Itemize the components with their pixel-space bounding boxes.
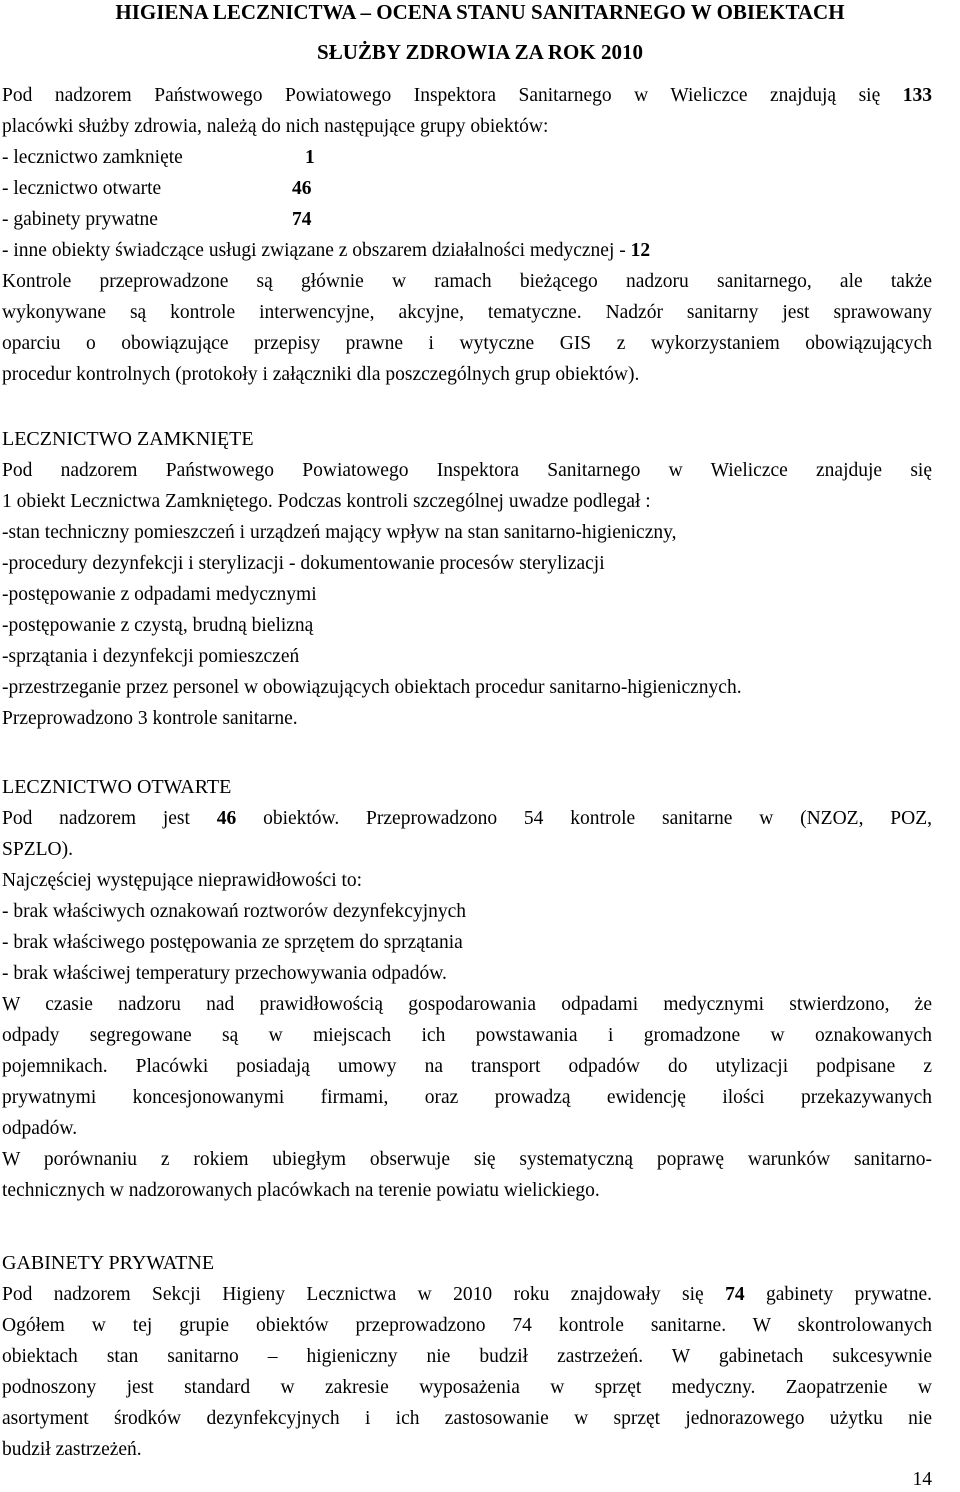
intro-line: wykonywane są kontrole interwencyjne, akcyjne, tematyczne. Nadzór sanitarny jest sprawowany [2, 302, 932, 323]
group-item [2, 235, 932, 266]
total-count: 133 [902, 85, 932, 106]
group-item [2, 142, 932, 173]
paragraph-line: obiektach stan sanitarno – higieniczny nie budził zastrzeżeń. W gabinetach sukcesywnie [2, 1346, 932, 1367]
paragraph-line: odpadów. [2, 1118, 78, 1139]
private-count: 74 [725, 1284, 745, 1305]
paragraph-line: 1 obiekt Lecznictwa Zamkniętego. Podczas kontroli szczególnej uwadze podlegał : [2, 491, 651, 512]
intro-line: placówki służby zdrowia, należą do nich następujące grupy obiektów: [2, 116, 549, 137]
group-value: 12 [630, 240, 651, 261]
group-item [2, 204, 932, 235]
paragraph-line: W porównaniu z rokiem ubiegłym obserwuje się systematyczną poprawę warunków sanitarno- [2, 1149, 932, 1170]
group-label: - gabinety prywatne [2, 209, 158, 230]
intro-line: procedur kontrolnych (protokoły i załączniki dla poszczególnych grup obiektów). [2, 364, 640, 385]
paragraph-line: Najczęściej występujące nieprawidłowości to: [2, 870, 363, 891]
paragraph-line: W czasie nadzoru nad prawidłowością gospodarowania odpadami medycznymi stwierdzono, że [2, 994, 932, 1015]
paragraph-line: -procedury dezynfekcji i sterylizacji - dokumentowanie procesów sterylizacji [2, 553, 605, 574]
paragraph-line: -stan techniczny pomieszczeń i urządzeń mający wpływ na stan sanitarno-higieniczny, [2, 522, 677, 543]
private-offices-section [2, 1248, 932, 1465]
paragraph-line: -przestrzeganie przez personel w obowiązujących obiektach procedur sanitarno-higienicznych. [2, 677, 742, 698]
document-title-line1: HIGIENA LECZNICTWA – OCENA STANU SANITARNEGO W OBIEKTACH [115, 0, 845, 24]
paragraph-line: - brak właściwego postępowania ze sprzętem do sprzątania [2, 932, 463, 953]
paragraph-line: - brak właściwej temperatury przechowywania odpadów. [2, 963, 447, 984]
section-heading: LECZNICTWO OTWARTE [2, 776, 232, 798]
intro-section [2, 80, 932, 390]
intro-line [2, 80, 932, 111]
paragraph-line: Ogółem w tej grupie obiektów przeprowadzono 74 kontrole sanitarne. W skontrolowanych [2, 1315, 932, 1336]
document-title-line2: SŁUŻBY ZDROWIA ZA ROK 2010 [317, 40, 643, 64]
paragraph-line: asortyment środków dezynfekcyjnych i ich zastosowanie w sprzęt jednorazowego użytku nie [2, 1408, 932, 1429]
paragraph-line: -postępowanie z odpadami medycznymi [2, 584, 317, 605]
section-heading: GABINETY PRYWATNE [2, 1252, 215, 1274]
paragraph-line: pojemnikach. Placówki posiadają umowy na transport odpadów do utylizacji podpisane z [2, 1056, 932, 1077]
paragraph-line: Pod nadzorem jest 46 obiektów. Przeprowadzono 54 kontrole sanitarne w (NZOZ, POZ, [2, 808, 932, 829]
paragraph-line: Przeprowadzono 3 kontrole sanitarne. [2, 708, 298, 729]
intro-line: oparciu o obowiązujące przepisy prawne i wytyczne GIS z wykorzystaniem obowiązujących [2, 333, 932, 354]
paragraph-line: odpady segregowane są w miejscach ich powstawania i gromadzone w oznakowanych [2, 1025, 932, 1046]
group-label: - inne obiekty świadczące usługi związane z obszarem działalności medycznej - [2, 240, 631, 261]
group-label: - lecznictwo otwarte [2, 178, 162, 199]
group-value: 46 [292, 178, 312, 199]
paragraph-line: budził zastrzeżeń. [2, 1439, 142, 1460]
paragraph-line: Pod nadzorem Sekcji Higieny Lecznictwa w 2010 roku znajdowały się 74 gabinety prywatne. [2, 1284, 933, 1305]
intro-text: Pod nadzorem Państwowego Powiatowego Inspektora Sanitarnego w Wieliczce znajdują się [2, 85, 903, 106]
group-value: 1 [305, 147, 315, 168]
paragraph-line: -postępowanie z czystą, brudną bielizną [2, 615, 314, 636]
paragraph-line: -sprzątania i dezynfekcji pomieszczeń [2, 646, 300, 667]
page-number: 14 [912, 1469, 932, 1490]
intro-line: Kontrole przeprowadzone są głównie w ramach bieżącego nadzoru sanitarnego, ale także [2, 271, 932, 292]
closed-care-section [2, 424, 932, 734]
group-label: - lecznictwo zamknięte [2, 147, 183, 168]
paragraph-line: podnoszony jest standard w zakresie wyposażenia w sprzęt medyczny. Zaopatrzenie w [2, 1377, 932, 1398]
group-value: 74 [292, 209, 312, 230]
open-care-section [2, 772, 932, 1206]
group-item [2, 173, 932, 204]
paragraph-line: technicznych w nadzorowanych placówkach na terenie powiatu wielickiego. [2, 1180, 600, 1201]
paragraph-line: - brak właściwych oznakowań roztworów dezynfekcyjnych [2, 901, 467, 922]
paragraph-line: Pod nadzorem Państwowego Powiatowego Inspektora Sanitarnego w Wieliczce znajduje się [2, 460, 932, 481]
paragraph-line: prywatnymi koncesjonowanymi firmami, oraz prowadzą ewidencję ilości przekazywanych [2, 1087, 932, 1108]
open-count: 46 [216, 808, 237, 829]
section-heading: LECZNICTWO ZAMKNIĘTE [2, 428, 254, 450]
paragraph-line: SPZLO). [2, 839, 73, 860]
